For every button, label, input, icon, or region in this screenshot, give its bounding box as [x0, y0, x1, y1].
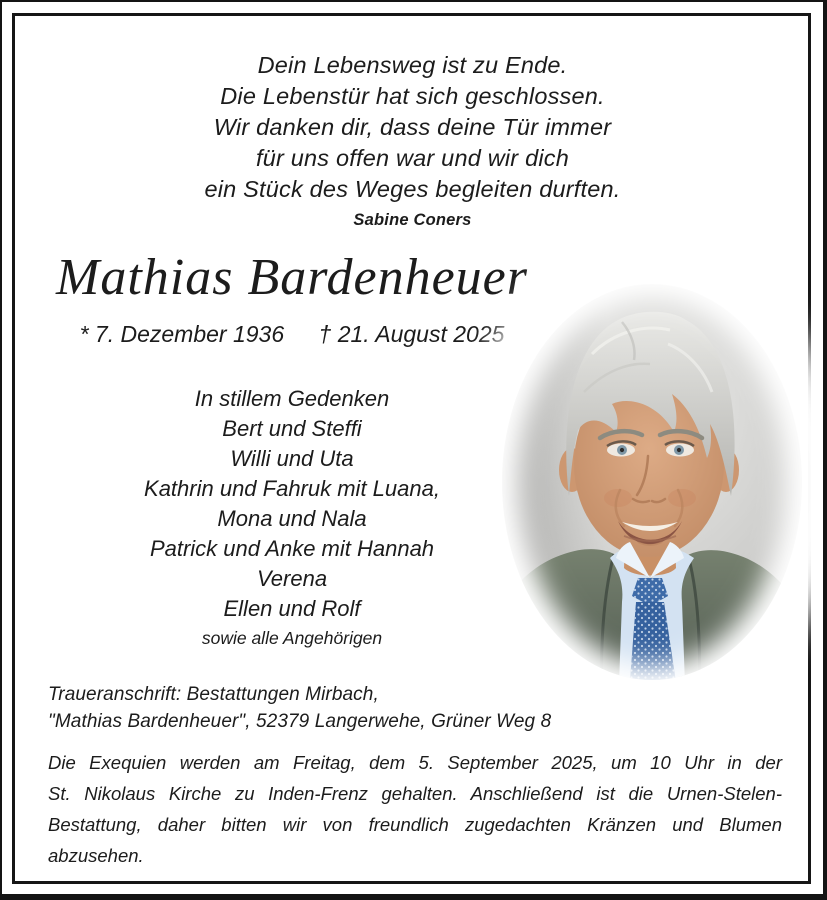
- poem-author: Sabine Coners: [353, 211, 472, 229]
- service-line: Die Exequien werden am Freitag, dem 5. September 2025, um 10 Uhr in der: [48, 752, 782, 773]
- address-line: "Mathias Bardenheuer", 52379 Langerwehe, Grüner Weg 8: [48, 711, 552, 732]
- mourners-outro: sowie alle Angehörigen: [201, 628, 383, 648]
- poem-line: Wir danken dir, dass deine Tür immer: [213, 114, 612, 140]
- mourner-line: Bert und Steffi: [222, 416, 362, 441]
- life-dates: [42, 319, 542, 349]
- mourners-intro: In stillem Gedenken: [194, 386, 390, 411]
- poem-line: Dein Lebensweg ist zu Ende.: [257, 52, 568, 78]
- death-date: † 21. August 2025: [318, 321, 505, 347]
- poem-line: ein Stück des Weges begleiten durften.: [204, 176, 621, 202]
- poem-line: für uns offen war und wir dich: [256, 145, 569, 171]
- service-line: Bestattung, daher bitten wir von freundlich zugedachten Kränzen und Blumen: [48, 814, 782, 835]
- poem-line: Die Lebenstür hat sich geschlossen.: [220, 83, 605, 109]
- poem: [2, 50, 823, 233]
- address-line: Traueranschrift: Bestattungen Mirbach,: [48, 684, 379, 705]
- service-paragraph: [48, 747, 782, 871]
- mourner-line: Verena: [256, 566, 328, 591]
- mourner-line: Ellen und Rolf: [223, 596, 361, 621]
- mourner-line: Patrick und Anke mit Hannah: [149, 536, 435, 561]
- portrait-photo: [472, 252, 827, 712]
- mourner-line: Kathrin und Fahruk mit Luana,: [144, 476, 440, 501]
- deceased-name: Mathias Bardenheuer: [56, 249, 528, 306]
- address-block: [48, 681, 551, 735]
- service-line: abzusehen.: [48, 845, 144, 866]
- birth-date: * 7. Dezember 1936: [79, 321, 285, 347]
- mourner-line: Mona und Nala: [217, 506, 367, 531]
- mourner-line: Willi und Uta: [230, 446, 354, 471]
- service-line: St. Nikolaus Kirche zu Inden-Frenz gehalten. Anschließend ist die Urnen-Stelen-: [48, 783, 782, 804]
